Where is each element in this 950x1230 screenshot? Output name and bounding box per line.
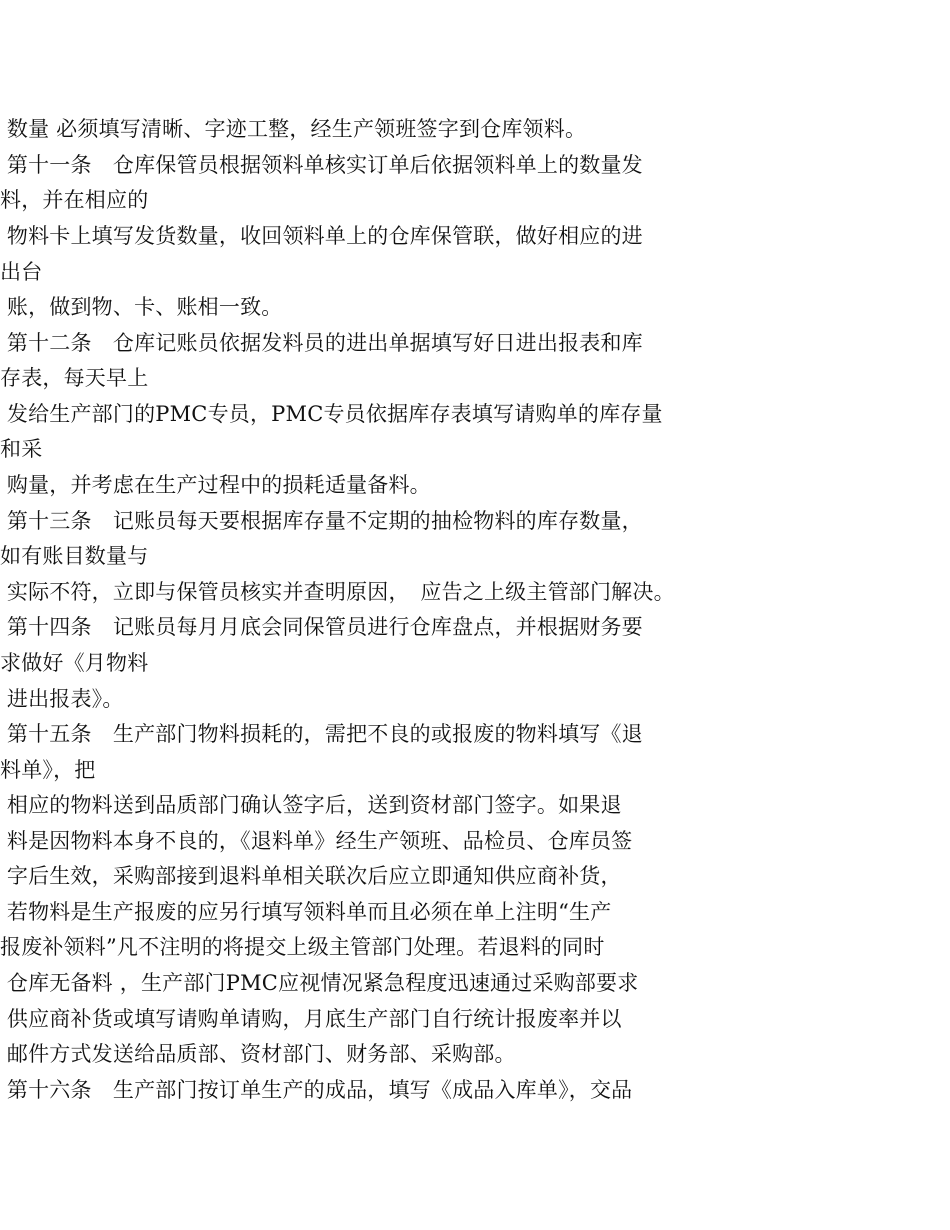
text-line: 料是因物料本身不良的，《退料单》经生产领班、品检员、仓库员签 <box>0 829 633 853</box>
text-line: 和采 <box>0 437 43 461</box>
text-line: 出台 <box>0 260 43 284</box>
text-line: 料，并在相应的 <box>0 188 149 212</box>
text-line: 求做好《月物料 <box>0 651 149 675</box>
text-line: 仓库无备料 ，生产部门PMC应视情况紧急程度迅速通过采购部要求 <box>0 971 639 995</box>
text-line: 进出报表》。 <box>0 687 124 711</box>
text-line: 第十五条 生产部门物料损耗的，需把不良的或报废的物料填写《退 <box>0 722 643 746</box>
text-line: 若物料是生产报废的应另行填写领料单而且必须在单上注明“生产 <box>0 900 612 924</box>
text-line: 报废补领料”凡不注明的将提交上级主管部门处理。若退料的同时 <box>0 935 605 959</box>
text-line: 物料卡上填写发货数量，收回领料单上的仓库保管联，做好相应的进 <box>0 224 643 248</box>
text-line: 供应商补货或填写请购单请购，月底生产部门自行统计报废率并以 <box>0 1007 622 1031</box>
text-line: 实际不符，立即与保管员核实并查明原因， 应告之上级主管部门解决。 <box>0 580 675 604</box>
text-line: 第十二条 仓库记账员依据发料员的进出单据填写好日进出报表和库 <box>0 331 643 355</box>
text-line: 如有账目数量与 <box>0 544 149 568</box>
text-line: 相应的物料送到品质部门确认签字后，送到资材部门签字。如果退 <box>0 793 622 817</box>
text-line: 字后生效，采购部接到退料单相关联次后应立即通知供应商补货， <box>0 864 622 888</box>
text-line: 邮件方式发送给品质部、资材部门、财务部、采购部。 <box>0 1042 516 1066</box>
text-line: 数量 必须填写清晰、字迹工整，经生产领班签字到仓库领料。 <box>0 117 587 141</box>
text-line: 第十六条 生产部门按订单生产的成品，填写《成品入库单》，交品 <box>0 1078 633 1102</box>
text-line: 发给生产部门的PMC专员，PMC专员依据库存表填写请购单的库存量 <box>0 402 663 426</box>
text-line: 第十三条 记账员每天要根据库存量不定期的抽检物料的库存数量， <box>0 509 643 533</box>
text-line: 购量，并考虑在生产过程中的损耗适量备料。 <box>0 473 431 497</box>
text-line: 料单》，把 <box>0 758 96 782</box>
text-line: 存表，每天早上 <box>0 366 149 390</box>
text-line: 账，做到物、卡、账相一致。 <box>0 295 283 319</box>
text-line: 第十四条 记账员每月月底会同保管员进行仓库盘点，并根据财务要 <box>0 615 643 639</box>
text-line: 第十一条 仓库保管员根据领料单核实订单后依据领料单上的数量发 <box>0 153 643 177</box>
